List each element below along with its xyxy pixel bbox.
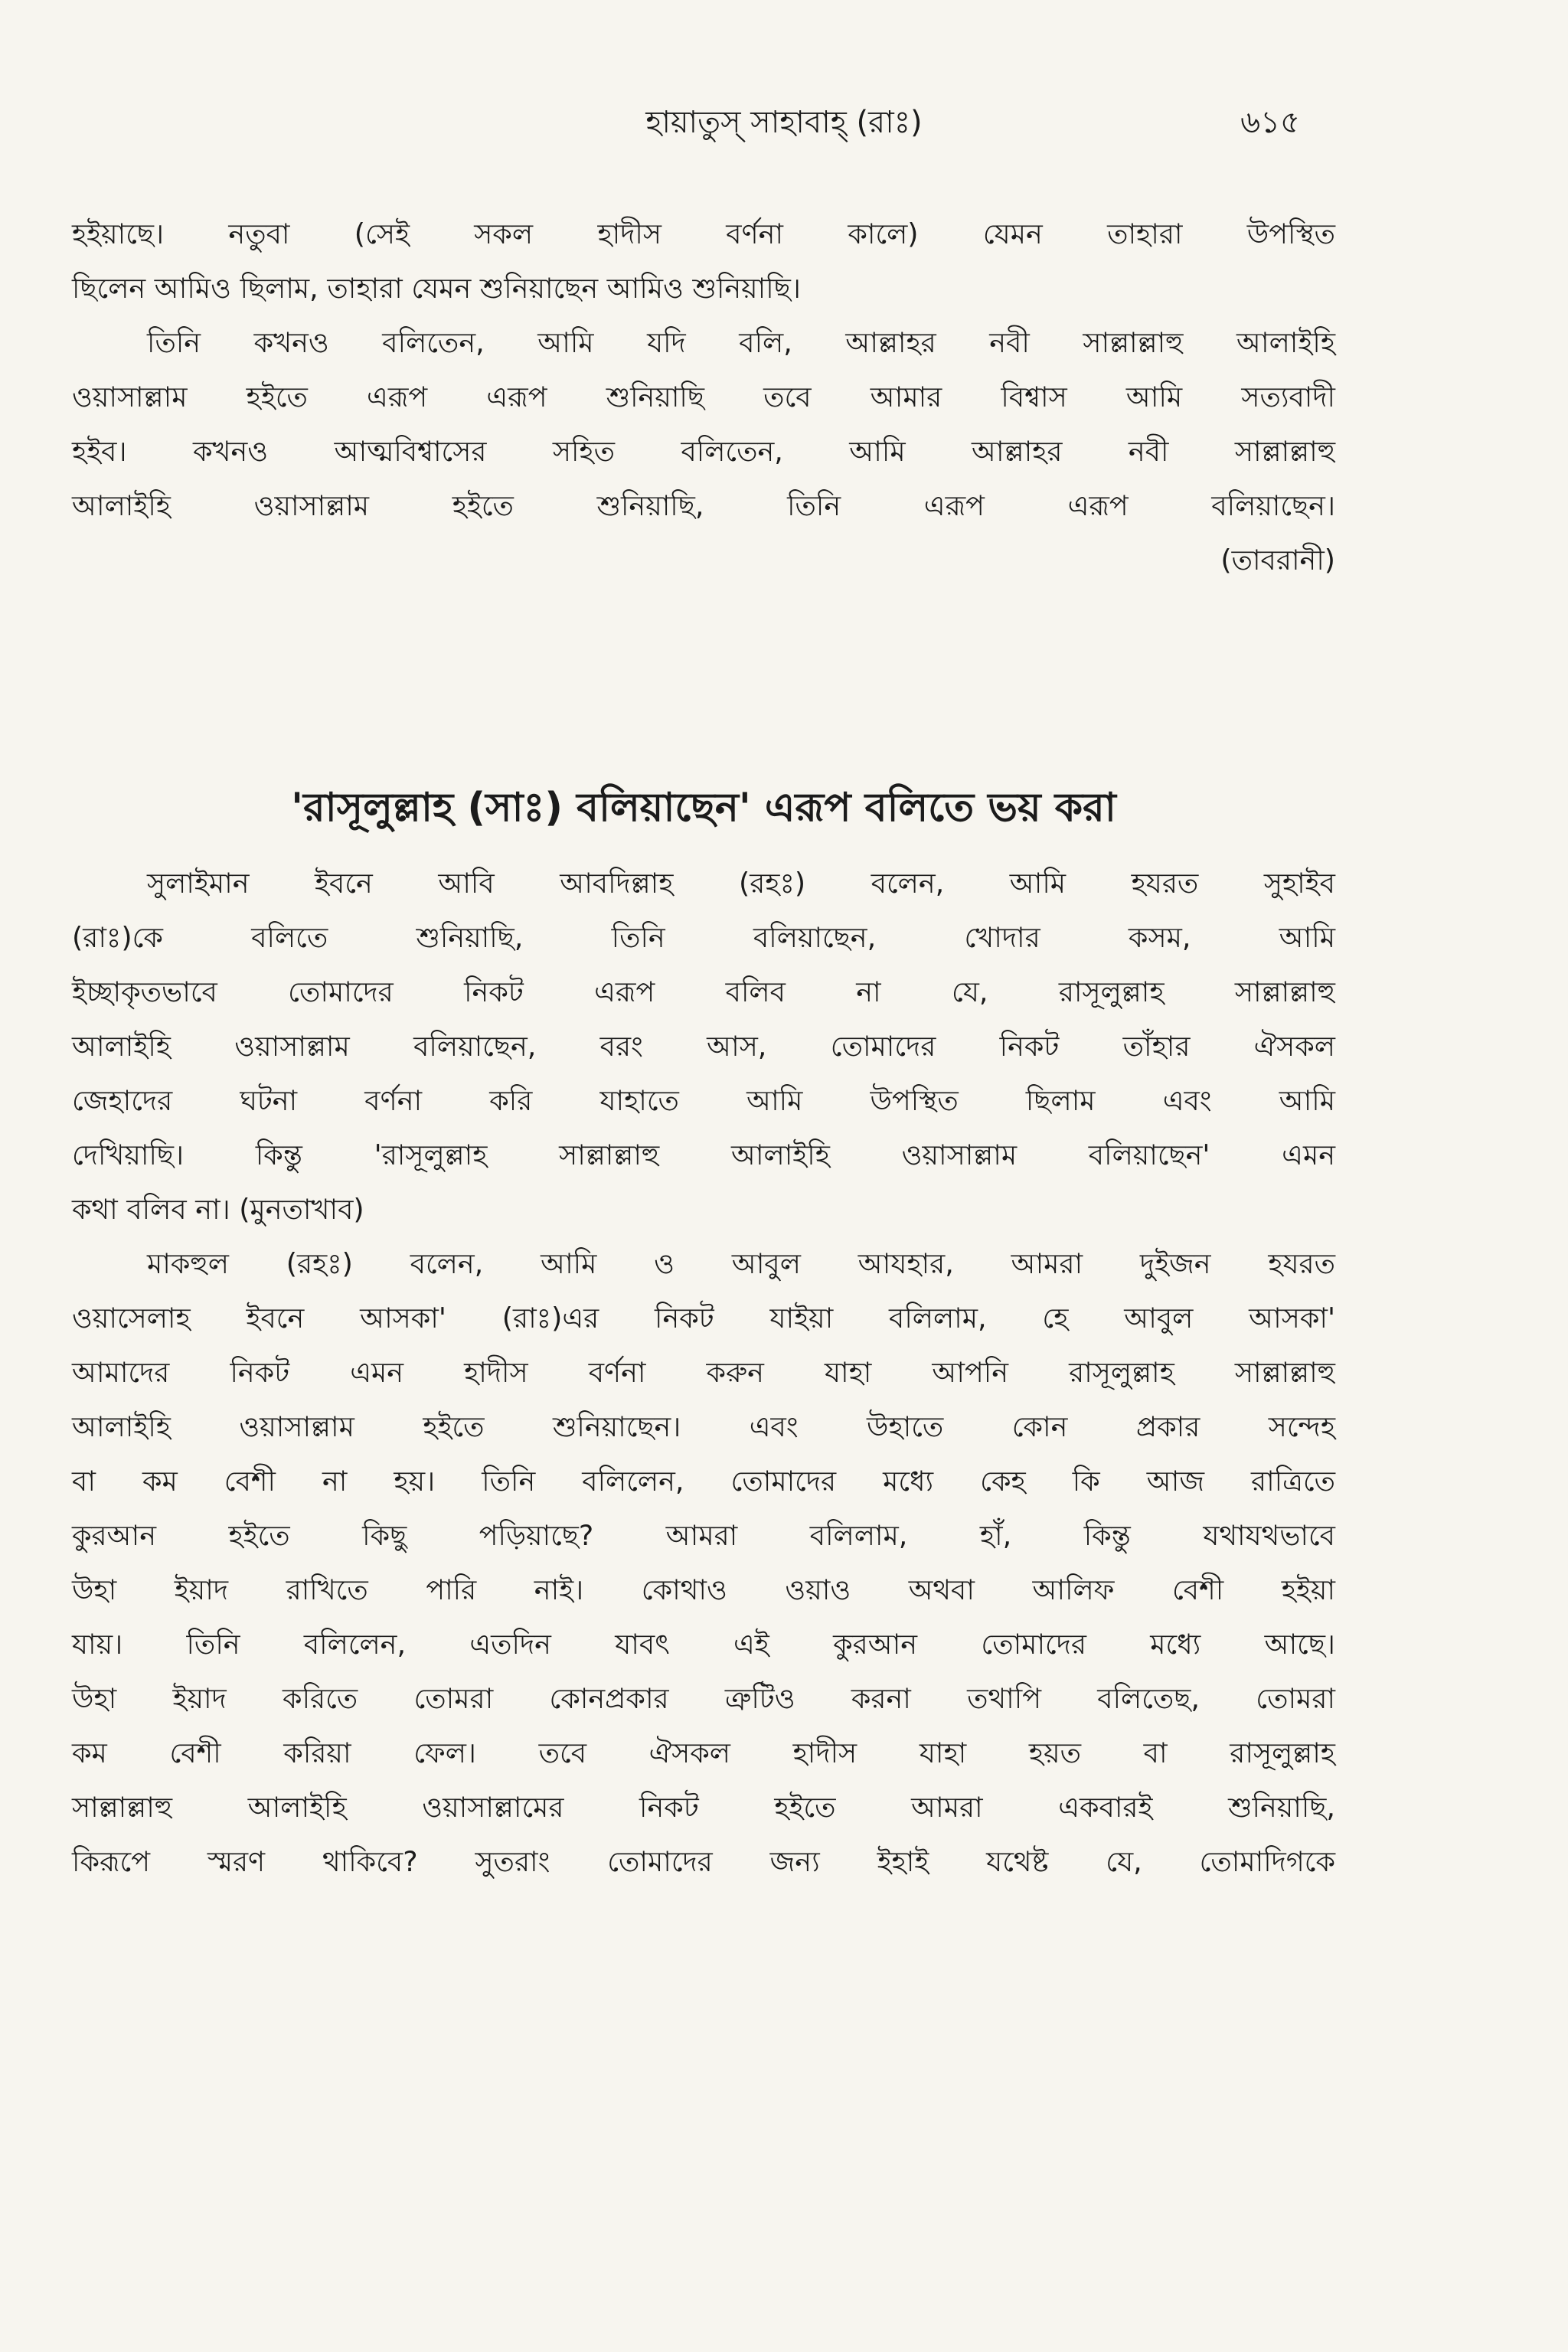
- text-line: আমাদের নিকট এমন হাদীস বর্ণনা করুন যাহা আপনি রাসূলুল্লাহ সাল্লাল্লাহু: [72, 1356, 1335, 1389]
- text-line: ইচ্ছাকৃতভাবে তোমাদের নিকট এরূপ বলিব না যে, রাসূলুল্লাহ সাল্লাল্লাহু: [72, 975, 1335, 1008]
- text-line: মাকহুল (রহঃ) বলেন, আমি ও আবুল আযহার, আমরা দুইজন হযরত: [147, 1247, 1335, 1280]
- text-line: ছিলেন আমিও ছিলাম, তাহারা যেমন শুনিয়াছেন আমিও শুনিয়াছি।: [72, 272, 801, 305]
- text-block-top: [72, 207, 1335, 587]
- text-line: যায়। তিনি বলিলেন, এতদিন যাবৎ এই কুরআন তোমাদের মধ্যে আছে।: [72, 1628, 1335, 1661]
- text-line: হইয়াছে। নতুবা (সেই সকল হাদীস বর্ণনা কালে) যেমন তাহারা উপস্থিত: [72, 217, 1335, 250]
- text-line: হইব। কখনও আত্মবিশ্বাসের সহিত বলিতেন, আমি আল্লাহর নবী সাল্লাল্লাহু: [72, 435, 1335, 468]
- text-line: ওয়াসেলাহ ইবনে আসকা' (রাঃ)এর নিকট যাইয়া বলিলাম, হে আবুল আসকা': [72, 1302, 1335, 1334]
- text-line: সুলাইমান ইবনে আবি আবদিল্লাহ (রহঃ) বলেন, আমি হযরত সুহাইব: [147, 867, 1335, 900]
- text-line: কুরআন হইতে কিছু পড়িয়াছে? আমরা বলিলাম, হাঁ, কিন্তু যথাযথভাবে: [72, 1519, 1335, 1552]
- paragraph-1: [72, 315, 1335, 533]
- text-line: কথা বলিব না। (মুনতাখাব): [72, 1193, 364, 1226]
- text-line: আলাইহি ওয়াসাল্লাম হইতে শুনিয়াছেন। এবং উহাতে কোন প্রকার সন্দেহ: [72, 1410, 1335, 1443]
- intro-paragraph: [72, 207, 1335, 315]
- text-line: সাল্লাল্লাহু আলাইহি ওয়াসাল্লামের নিকট হইতে আমরা একবারই শুনিয়াছি,: [72, 1791, 1335, 1824]
- text-line: আলাইহি ওয়াসাল্লাম হইতে শুনিয়াছি, তিনি এরূপ এরূপ বলিয়াছেন।: [72, 489, 1335, 522]
- page-number: ৬১৫: [1240, 105, 1300, 140]
- text-line: কম বেশী করিয়া ফেল। তবে ঐসকল হাদীস যাহা হয়ত বা রাসূলুল্লাহ: [72, 1736, 1335, 1769]
- text-line: তিনি কখনও বলিতেন, আমি যদি বলি, আল্লাহর নবী সাল্লাল্লাহু আলাইহি: [147, 326, 1335, 359]
- source-citation: (তাবরানী): [1220, 544, 1335, 577]
- text-line: ওয়াসাল্লাম হইতে এরূপ এরূপ শুনিয়াছি তবে আমার বিশ্বাস আমি সত্যবাদী: [72, 381, 1335, 413]
- text-block-bottom: [72, 856, 1335, 1889]
- paragraph-3: [72, 1236, 1335, 1889]
- text-line: আলাইহি ওয়াসাল্লাম বলিয়াছেন, বরং আস, তোমাদের নিকট তাঁহার ঐসকল: [72, 1030, 1335, 1063]
- text-line: বা কম বেশী না হয়। তিনি বলিলেন, তোমাদের মধ্যে কেহ কি আজ রাত্রিতে: [72, 1465, 1335, 1498]
- text-line: উহা ইয়াদ রাখিতে পারি নাই। কোথাও ওয়াও অথবা আলিফ বেশী হইয়া: [72, 1573, 1335, 1606]
- text-line: জেহাদের ঘটনা বর্ণনা করি যাহাতে আমি উপস্থিত ছিলাম এবং আমি: [72, 1084, 1335, 1117]
- text-line: দেখিয়াছি। কিন্তু 'রাসূলুল্লাহ সাল্লাল্লাহু আলাইহি ওয়াসাল্লাম বলিয়াছেন' এমন: [72, 1138, 1335, 1171]
- running-title: হায়াতুস্ সাহাবাহ্ (রাঃ): [645, 105, 923, 140]
- running-header: [61, 100, 1507, 161]
- text-line: (রাঃ)কে বলিতে শুনিয়াছি, তিনি বলিয়াছেন, খোদার কসম, আমি: [72, 921, 1335, 954]
- section-heading: 'রাসূলুল্লাহ (সাঃ) বলিয়াছেন' এরূপ বলিতে ভয় করা: [291, 785, 1116, 831]
- paragraph-2: [72, 856, 1335, 1236]
- text-line: উহা ইয়াদ করিতে তোমরা কোনপ্রকার ত্রুটিও করনা তথাপি বলিতেছ, তোমরা: [72, 1682, 1335, 1715]
- text-line: কিরূপে স্মরণ থাকিবে? সুতরাং তোমাদের জন্য ইহাই যথেষ্ট যে, তোমাদিগকে: [72, 1845, 1335, 1878]
